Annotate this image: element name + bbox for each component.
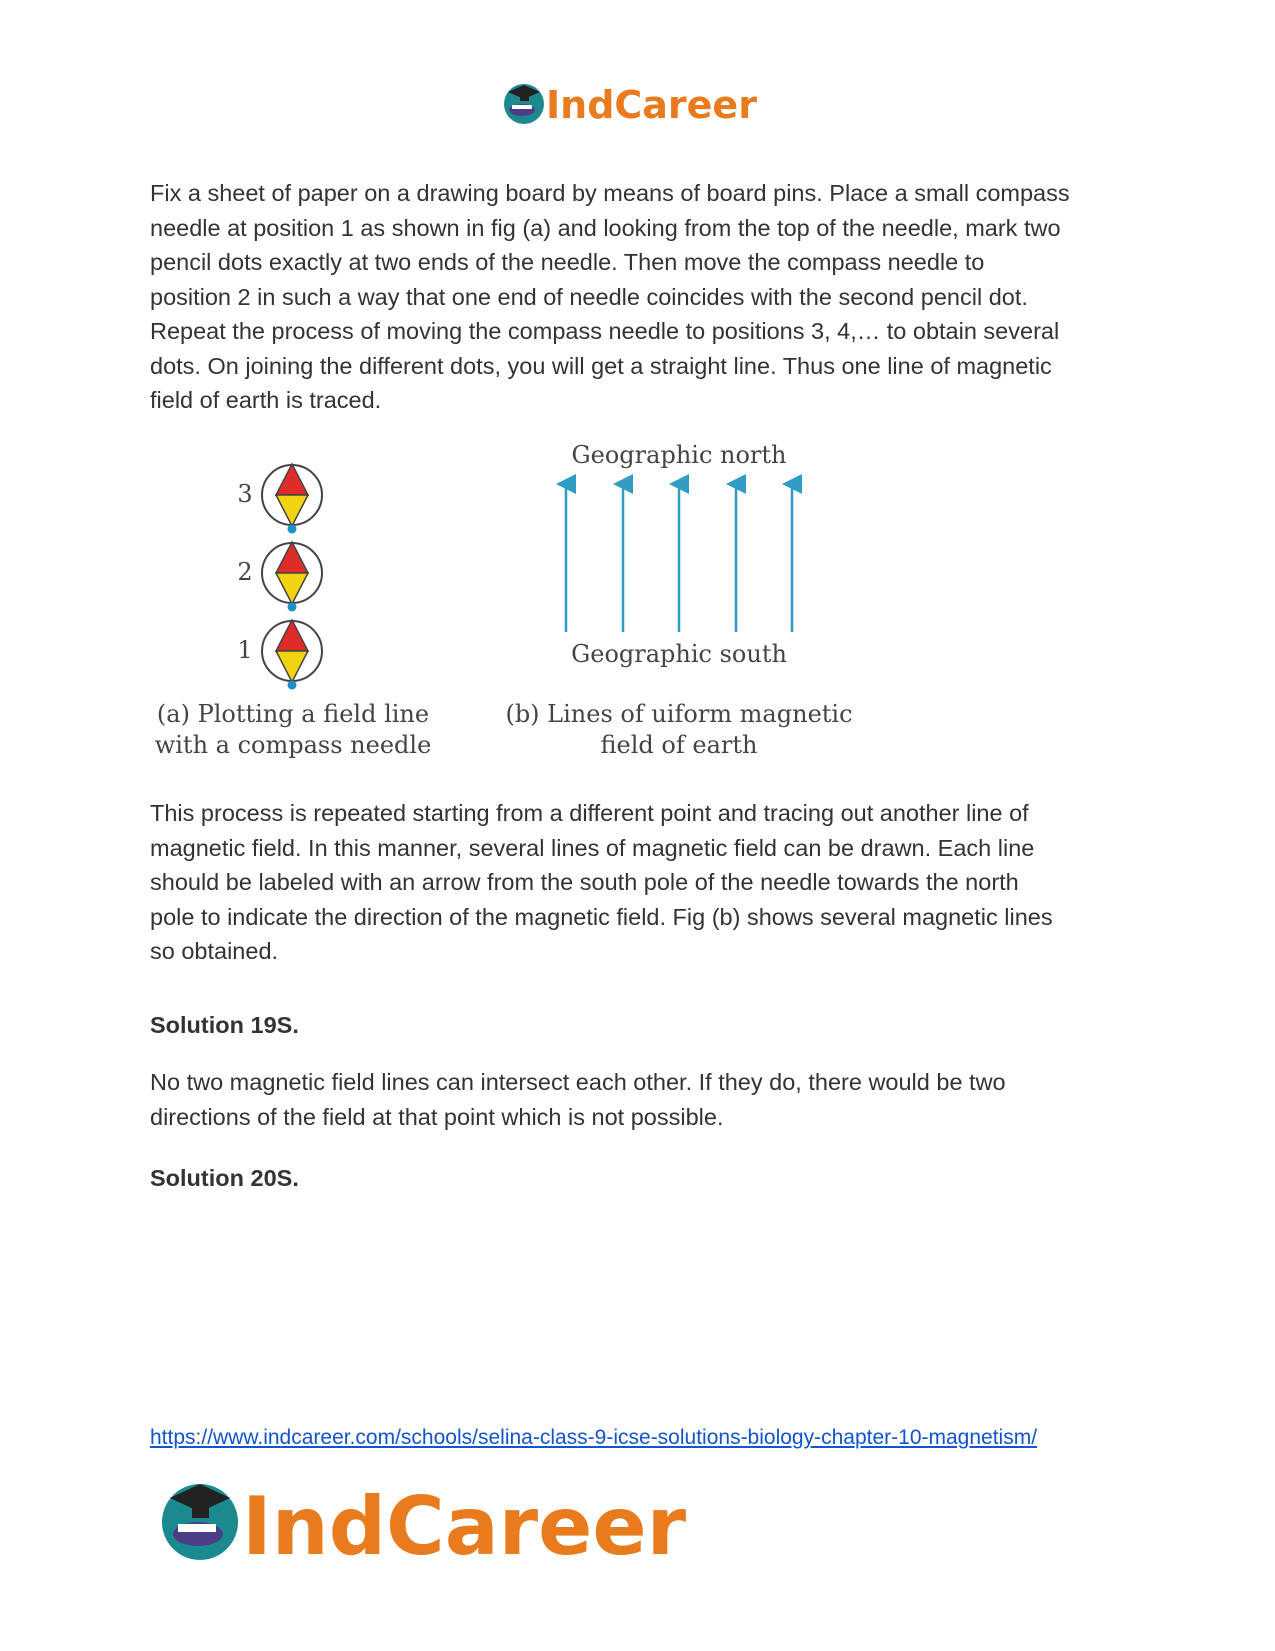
header-logo <box>502 78 772 130</box>
compass-needle-3 <box>237 464 322 526</box>
magnetic-field-figure <box>150 440 910 780</box>
text-line: magnetic field. In this manner, several lines of magnetic field can be drawn. Each line <box>150 834 1035 861</box>
text-line: Fix a sheet of paper on a drawing board by means of board pins. Place a small compass <box>150 180 1070 206</box>
text-line: needle at position 1 as shown in fig (a) and looking from the top of the needle, mark two <box>150 214 1061 241</box>
pencil-dot <box>288 603 297 612</box>
compass-needle-2 <box>237 542 322 604</box>
pencil-dot <box>288 525 297 534</box>
geographic-north-label: Geographic north <box>571 441 787 469</box>
text-line: dots. On joining the different dots, you will get a straight line. Thus one line of magnetic <box>150 352 1052 379</box>
caption-a-line-2: with a compass needle <box>154 731 432 759</box>
text-line: pole to indicate the direction of the magnetic field. Fig (b) shows several magnetic lines <box>150 903 1053 930</box>
text-line: so obtained. <box>150 938 279 964</box>
process-paragraph <box>150 796 1130 969</box>
text-line: directions of the field at that point which is not possible. <box>150 1103 724 1130</box>
text-line: position 2 in such a way that one end of needle coincides with the second pencil dot. <box>150 283 1028 310</box>
footer-logo-text: IndCareer <box>242 1480 687 1570</box>
graduation-globe-icon <box>162 1484 238 1560</box>
position-label-2: 2 <box>237 558 253 586</box>
compass-needle-1 <box>237 620 322 682</box>
caption-a-line-1: (a) Plotting a field line <box>156 700 430 728</box>
header-logo-text: IndCareer <box>546 83 757 127</box>
source-url-link[interactable]: https://www.indcareer.com/schools/selina-class-9-icse-solutions-biology-chapter-10-magnetism/ <box>150 1426 1038 1449</box>
field-lines <box>566 484 792 632</box>
caption-b-line-2: field of earth <box>600 731 758 759</box>
text-line: No two magnetic field lines can intersect each other. If they do, there would be two <box>150 1069 1006 1095</box>
position-label-3: 3 <box>237 480 253 508</box>
position-label-1: 1 <box>237 636 253 664</box>
footer-logo <box>158 1470 698 1570</box>
text-line: should be labeled with an arrow from the south pole of the needle towards the north <box>150 869 1019 895</box>
pencil-dot <box>288 681 297 690</box>
intro-paragraph <box>150 176 1130 418</box>
graduation-globe-icon <box>504 84 544 124</box>
caption-b-line-1: (b) Lines of uiform magnetic <box>505 700 853 728</box>
text-line: field of earth is traced. <box>150 387 382 413</box>
solution-19-heading: Solution 19S. <box>150 1012 299 1038</box>
text-line: This process is repeated starting from a different point and tracing out another line of <box>150 800 1029 826</box>
text-line: pencil dots exactly at two ends of the needle. Then move the compass needle to <box>150 249 985 275</box>
text-line: Repeat the process of moving the compass needle to positions 3, 4,… to obtain several <box>150 318 1060 344</box>
solution-19-text <box>150 1065 1130 1134</box>
solution-20-heading: Solution 20S. <box>150 1165 299 1191</box>
geographic-south-label: Geographic south <box>571 640 787 668</box>
